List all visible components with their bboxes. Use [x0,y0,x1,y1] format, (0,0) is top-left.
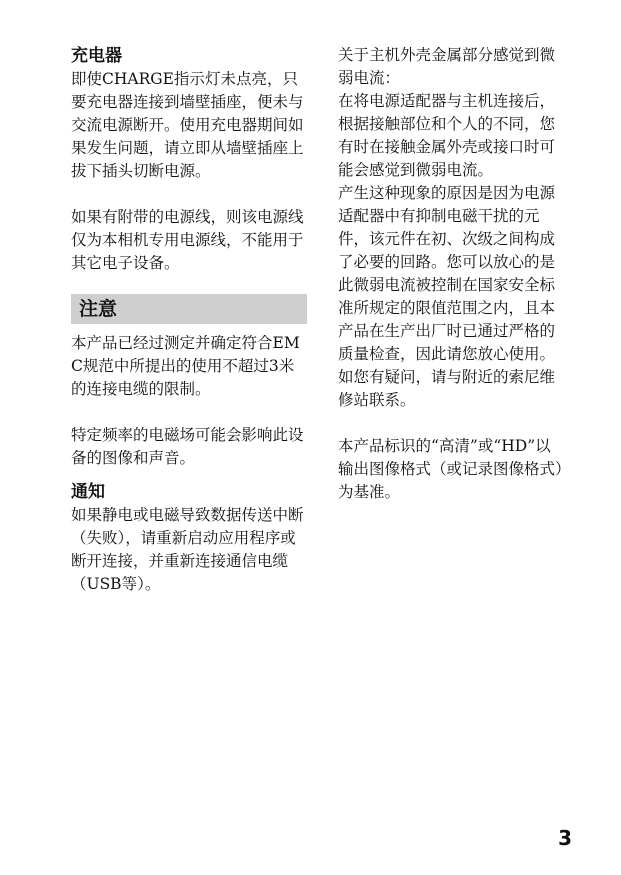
spacer [71,183,307,206]
spacer [71,401,307,424]
notice-heading: 通知 [71,482,105,502]
power-cord-paragraph: 如果有附带的电源线，则该电源线仅为本相机专用电源线，不能用于其它电子设备。 [71,208,304,272]
hd-label-paragraph: 本产品标识的“高清”或“HD”以输出图像格式（或记录图像格式）为基准。 [338,437,563,501]
spacer [71,470,307,480]
left-column [71,44,307,596]
metal-casing-heading: 关于主机外壳金属部分感觉到微弱电流： [338,46,556,87]
caution-banner [71,294,307,324]
caution-title: 注意 [79,298,118,320]
right-column [338,44,564,504]
notice-paragraph: 如果静电或电磁导致数据传送中断（失败），请重新启动应用程序或断开连接，并重新连接通信电缆（USB等）。 [71,506,304,593]
emc-paragraph: 本产品已经过测定并确定符合EMC规范中所提出的使用不超过3米的连接电缆的限制。 [71,334,300,398]
electromagnetic-field-paragraph: 特定频率的电磁场可能会影响此设备的图像和声音。 [71,426,304,467]
metal-casing-paragraph-1: 在将电源适配器与主机连接后，根据接触部位和个人的不同，您有时在接触金属外壳或接口时可能会感觉到微弱电流。 [338,92,556,179]
charger-paragraph: 即使CHARGE指示灯未点亮，只要充电器连接到墙壁插座，便未与交流电源断开。使用充电器期间如果发生问题，请立即从墙壁插座上拔下插头切断电源。 [71,70,304,180]
metal-casing-paragraph-2: 产生这种现象的原因是因为电源适配器中有抑制电磁干扰的元件，该元件在初、次级之间构成了必要的回路。您可以放心的是此微弱电流被控制在国家安全标准所规定的限值范围之内，且本产品在生产出厂时已通过严格的质量检查，因此请您放心使用。 [338,184,556,363]
metal-casing-paragraph-3: 如您有疑问，请与附近的索尼维修站联系。 [338,368,556,409]
spacer [338,412,564,435]
page-number: 3 [558,826,572,850]
charger-heading: 充电器 [71,46,122,66]
